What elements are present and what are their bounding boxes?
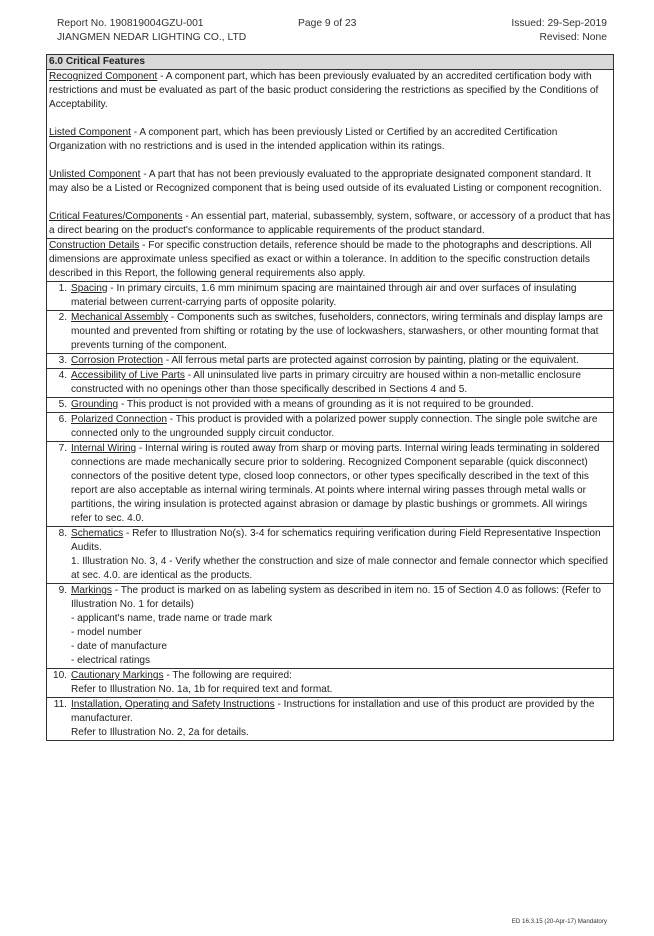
requirement-term: Cautionary Markings	[71, 670, 164, 681]
definition-recognized-component	[49, 70, 611, 112]
requirement-row	[47, 282, 613, 311]
requirement-row	[47, 398, 613, 413]
requirement-extra-line: Refer to Illustration No. 2, 2a for details.	[71, 727, 249, 738]
requirement-term: Accessibility of Live Parts	[71, 370, 185, 381]
requirement-extra-line: - date of manufacture	[71, 641, 167, 652]
requirement-body	[69, 354, 613, 368]
requirement-row	[47, 698, 613, 740]
page-number: Page 9 of 23	[298, 18, 357, 29]
requirement-row	[47, 354, 613, 369]
requirement-text: - All ferrous metal parts are protected against corrosion by painting, plating or the equivalent.	[163, 355, 579, 366]
requirement-body	[69, 311, 613, 353]
requirement-number: 3.	[58, 355, 67, 366]
requirement-term: Markings	[71, 585, 112, 596]
requirement-number: 9.	[58, 585, 67, 596]
requirement-term: Polarized Connection	[71, 414, 167, 425]
header-center	[298, 17, 356, 31]
requirement-term: Spacing	[71, 283, 108, 294]
requirements-list	[47, 282, 613, 740]
definition-listed-component	[49, 126, 611, 154]
requirement-body	[69, 527, 613, 583]
requirement-extra-line: - model number	[71, 627, 142, 638]
company-name: JIANGMEN NEDAR LIGHTING CO., LTD	[57, 32, 247, 43]
requirement-term: Installation, Operating and Safety Instructions	[71, 699, 275, 710]
requirement-body	[69, 398, 613, 412]
critical-features-section	[46, 54, 614, 741]
requirement-number: 8.	[58, 528, 67, 539]
requirement-extra-line: 1. Illustration No. 3, 4 - Verify whether the construction and size of male connector and female connector which specified at sec. 4.0. are identical as the products.	[71, 556, 608, 581]
requirement-row	[47, 669, 613, 698]
definition-term: Recognized Component	[49, 71, 158, 82]
requirement-text: - This product is provided with a polarized power supply connection. The single pole switche are connected only to the ungrounded supply circuit conductor.	[71, 414, 598, 439]
requirement-text: - All uninsulated live parts in primary circuitry are housed within a non-metallic enclosure constructed with no openings other than those specifically described in Sections 4 and 5.	[71, 370, 581, 395]
requirement-number: 6.	[58, 414, 67, 425]
requirement-row	[47, 413, 613, 442]
requirement-extra-line: Refer to Illustration No. 1a, 1b for required text and format.	[71, 684, 333, 695]
definition-text: - A component part, which has been previously evaluated by an accredited certification body with restrictions and must be evaluated as part of the basic product considering the restrictions as specified by the Conditions of Acceptability.	[49, 71, 599, 110]
definition-text: - An essential part, material, subassembly, system, software, or accessory of a product that has a direct bearing on the product's conformance to applicable requirements of the product standard.	[49, 211, 611, 236]
requirement-number: 4.	[58, 370, 67, 381]
definition-unlisted-component	[49, 168, 611, 196]
construction-text: - For specific construction details, reference should be made to the photographs and descriptions. All dimensions are approximate unless specified as exact or within a tolerance. In addition to the specific construction details described in this Report, the following general requirements also apply.	[49, 240, 592, 279]
definition-term: Listed Component	[49, 127, 131, 138]
requirement-row	[47, 369, 613, 398]
definition-text: - A part that has not been previously evaluated to the appropriate designated component standard. It may also be a Listed or Recognized component that is being used outside of its evaluated Listing or component recognition.	[49, 169, 602, 194]
requirement-text: - Refer to Illustration No(s). 3-4 for schematics requiring verification during Field Representative Inspection Audits.	[71, 528, 601, 553]
requirement-term: Corrosion Protection	[71, 355, 164, 366]
requirement-extra-line: - electrical ratings	[71, 655, 151, 666]
definitions-block	[47, 70, 613, 239]
definition-critical-features	[49, 210, 611, 238]
requirement-number: 10.	[52, 670, 67, 681]
requirement-body	[69, 669, 613, 697]
requirement-number: 7.	[58, 443, 67, 454]
requirement-body	[69, 282, 613, 310]
requirement-number: 11.	[53, 699, 67, 710]
requirement-text: - The product is marked on as labeling system as described in item no. 15 of Section 4.0 as follows: (Refer to Illustration No. 1 for details)	[71, 585, 601, 610]
requirement-number: 2.	[58, 312, 67, 323]
requirement-body	[69, 442, 613, 526]
construction-term: Construction Details	[49, 240, 140, 251]
construction-details	[47, 239, 613, 282]
requirement-row	[47, 311, 613, 354]
requirement-body	[69, 369, 613, 397]
revised-status: Revised: None	[539, 32, 607, 43]
requirement-row	[47, 527, 613, 584]
requirement-text: - Internal wiring is routed away from sharp or moving parts. Internal wiring leads terminating in soldered connections are made mechanically secure prior to soldering. Recognized Component separable (quick disconnect) connectors of the positive detent type, closed loop connectors, or other types specifically described in the text of this report are also acceptable as internal wiring terminals. At points where internal wiring passes through metal walls or partitions, the wiring insulation is protected against abrasion or damage by plastic bushings or grommets. All wirings refer to sec. 4.0.	[71, 443, 600, 524]
requirement-text: - In primary circuits, 1.6 mm minimum spacing are maintained through air and over surfaces of insulating material between current-carrying parts of opposite polarity.	[71, 283, 577, 308]
report-number: Report No. 190819004GZU-001	[57, 18, 204, 29]
requirement-text: - Components such as switches, fuseholders, connectors, wiring terminals and display lamps are mounted and prevented from shifting or rotating by the use of lockwashers, starwashers, or other mounting format that prevents turning of the component.	[71, 312, 603, 351]
requirement-number: 5.	[58, 399, 67, 410]
definition-text: - A component part, which has been previously Listed or Certified by an accredited Certification Organization with no restrictions and is used in the intended application within its ratings.	[49, 127, 558, 152]
issued-date: Issued: 29-Sep-2019	[511, 18, 607, 29]
requirement-term: Internal Wiring	[71, 443, 137, 454]
requirement-term: Schematics	[71, 528, 124, 539]
requirement-number: 1.	[58, 283, 67, 294]
requirement-row	[47, 442, 613, 527]
footer-note: ED 16.3.15 (20-Apr-17) Mandatory	[511, 918, 607, 925]
requirement-body	[69, 698, 613, 740]
definition-term: Critical Features/Components	[49, 211, 183, 222]
header-left	[57, 17, 246, 45]
requirement-text: - Instructions for installation and use of this product are provided by the manufacturer.	[71, 699, 595, 724]
header-right	[511, 17, 607, 45]
definition-term: Unlisted Component	[49, 169, 141, 180]
requirement-term: Grounding	[71, 399, 119, 410]
requirement-row	[47, 584, 613, 669]
requirement-body	[69, 584, 613, 668]
requirement-body	[69, 413, 613, 441]
requirement-term: Mechanical Assembly	[71, 312, 169, 323]
requirement-text: - The following are required:	[163, 670, 292, 681]
requirement-text: - This product is not provided with a means of grounding as it is not required to be grounded.	[118, 399, 534, 410]
section-title: 6.0 Critical Features	[47, 55, 613, 70]
requirement-extra-line: - applicant's name, trade name or trade mark	[71, 613, 273, 624]
